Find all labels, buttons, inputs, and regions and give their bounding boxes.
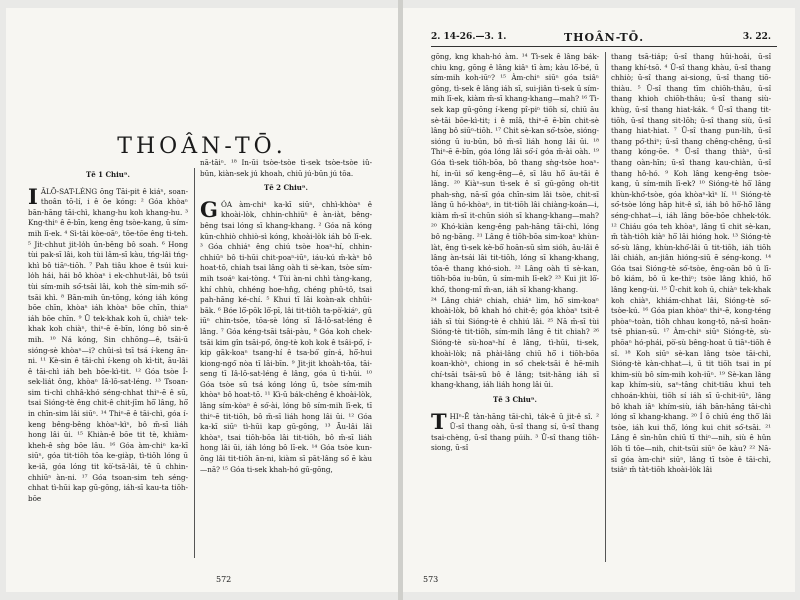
column-rule (605, 52, 606, 562)
page-number: 573 (423, 575, 439, 584)
left-column-1 (28, 166, 188, 564)
chapter-heading-1: Tē 1 Chiuⁿ. (86, 170, 130, 179)
chapter-heading-3: Tē 3 Chiuⁿ. (493, 395, 537, 404)
chapter-2-closing: ²⁴ Lâng chiáⁿ chiah, chiáⁿ lim, hō͘ sim-koaⁿ khoài-lòk, bô khah hó chit-ê; góa khòaⁿ tsit-ê iáh sī tùi Sióng-tè ê chhiú lâi. ²⁵ Nā m̄-sī tùi Sióng-tè tit-tiōh, sím-mih lâng ē tit chiah? ²⁶ Sióng-tè sù-hoaⁿ-hí ê lâng, tì-hūi, ti-sek, khoài-lòk; nā phài-lâng chiū hō͘ i tiōh-bōa koan-khòⁿ, chiong in só͘ chek-tsāi ê hē-mih chí-tsāi tsāi-sū bô ê lâng; tsit-hāng iáh sī khang-khang, iáh liáh hong lâi ūi. (431, 295, 599, 390)
chapter-3-text (431, 408, 599, 454)
column-rule (194, 168, 195, 558)
drop-cap: G (200, 196, 218, 222)
right-page (403, 8, 795, 592)
running-head (431, 30, 777, 47)
chapter-3-continued: thang tsā-tiáp; ū-sî thang hūi-hoâi, ū-sî thang khí-tsō. ⁴ Ū-sî thang khàu, ū-sî thang chhiò; ū-sî thang ai-siong, ū-sî thang tiō-thiàu. ⁵ Ū-sî thang tīm chiōh-thâu, ū-sî thang khioh chiōh-thâu; ū-sî thang siù-khùg, ū-sî thang hiat-kák. ⁶ Ū-sî thang tit-tiōh, ū-sî thang sit-lōh; ū-sî thang siù, ū-sî thang hiat-hiat. ⁷ Ū-sî thang pun-lih, ū-sî thang pó͘-thiⁿ; ū-sî thang chêng-chêng, ū-sî thang kóng-ōe. ⁸ Ū-sî thang thiàⁿ, ū-sî thang oàn-hīn; ū-sî thang kau-chiàn, ū-sî thang hô-hó. ⁹ Koh lâng keng-êng tsòe-kang, ū sím-mih lī-ek? ¹⁰ Sióng-tè hō͘ lâng khùn-khó͘-tsòe, góa khòaⁿ-kìⁿ lí. ¹¹ Sióng-tè só͘-tsòe lóng hāp hit-ê sî, iáh bô hō͘-hō͘ lâng séng-chhat—i, iáh lâng bōe-bōe chhek-tók. ¹² Chiáu góa teh khòaⁿ, lâng tī chit sè-kan, m̄ tàh-tiōh kiàⁿ hō͘ lâi hióng hok. ¹³ Sióng-tè só͘-sù lâng, khùn-khó͘-lâi ū tit-tiōh, iáh tiōh lâi chiáh, an-jiân hióng-siū ē séng-kong. ¹⁴ Góa tsai Sióng-tè só͘-tsòe, êng-oān bô ū lī-bô kiám, bô ū ke-thiⁿ; tsòe lâng khió, hō͘ lâng keng-ùi. ¹⁵ Ū-chit koh ū, chiàⁿ tek-khak koh chiàⁿ, khiám-chhat lâi, Sióng-tè só͘-tsòe-kú. ¹⁶ Góa pian khòaⁿ thiⁿ-ē, kong-téng phòaⁿ-toàn, tiōh chhau kong-tō, nā-sī hoān-tsē phian-sū. ¹⁷ Àm-chiⁿ siūⁿ Sióng-tè, sù-phōaⁿ hó-phái, pò͘-sù bêng-hoat ū tiāⁿ-tiōh ê sî. ¹⁸ Koh siūⁿ sè-kan lâng tsòe tāi-chì, Sióng-tè kàn-chhat—i, ū tit tiōh tsai in pí khim-siù bô sím-mih koh-iūⁿ. ¹⁹ Sè-kan lâng kap khím-siù, saⁿ-tâng chit-tiâu khui teh chhoán-khùi, tiōh sí iáh sī ū-chit-iūⁿ, lâng bô khah iâⁿ khím-siù, iáh bān-hāng tāi-chì lóng sī khang-khang. ²⁰ Í ō chiū éng thô͘ lâi tsòe, iáh kui thô͘, lóng kui chit só͘-tsāi. ²¹ Lâng ê sìn-hûn chiū tī thiⁿ—nih, siù ê hûn lōh tī tōe—nih, chit-tsūi siūⁿ ōe kàu? ²² Nā-sī góa àm-chiⁿ siūⁿ, lâng tī tsòe ê tāi-chì, tsiâⁿ m̄ tàt-tiōh khoài-lòk lâi (611, 52, 771, 475)
running-head-reference-end: 3. 22. (742, 32, 771, 42)
chapter-1-end-text: nā-tāiⁿ. ¹⁸ In-ūi tsòe-tsòe tì-sek tsòe-tsòe iû-būn, kiàn-sek jú khoah, chiū jú-būn jú tōa. (200, 158, 372, 178)
chapter-2-continued: gōng, kng khah-hó àm. ¹⁴ Tì-sek ê lâng bák-chiu kng, gōng ê lâng kiâⁿ tī àm; kàu lō͘-bé, ū sím-mih koh-iūⁿ? ¹⁵ Àm-chiⁿ siūⁿ góa tsiâⁿ gōng, tì-sek ê lâng iáh sī, sui-jiân tì-sek ū sím-mih lī-ek, kiàm m̄-sī khang-khang—mah? ¹⁶ Tì-sek kap gū-gōng í-keng pî-piⁿ tiōh sí, chiū āu sè-tāi bōe-kì-tit; i ê mîâ, thiⁿ-ē ē-bīn chit-sè lâng bô siūⁿ-tiōh. ¹⁷ Chit sè-kan só͘-tsòe, sióng-sióng ū iu-būn, bô m̄-sī liáh hong lâi ūi. ¹⁸ Thiⁿ-ē ē-bīn, góa lóng lâi só͘-í góa m̄-ài oàh. ¹⁹ Góa tì-sek tiōh-bōa, bô thang sǹg-tsòe hoaⁿ-hí, in-ūi só͘ keng-êng—ê, sī lâu hō͘ āu-tāi ê lâng. ²⁰ Kiàⁿ-sun tì-sek ê sī gū-gōng oh-tit phah-sǹg, nā-sī góa chīn-sim lâi tsòe, chit-sī lâng ū hó-khòaⁿ, in tit-tiōh lâi chiàng-koán—i, kiàm m̄-sī it-chūn sióh sī khang-khang—mah? ²⁰ Khó-kiàn keng-êng pah-hāng tāi-chì, lóng bô ng-bāng. ²¹ Lâng ê tiōh-bōa sim-koaⁿ khùn-làt, êng tì-sek kè-bō͘ hoān-sū sìm sióh, āu-lâi ê lâng àn-tsái lâi tit-tiōh, lóng sī khang-khang, tōa-ē thang khó-sioh. ²² Lâng oàh tī sè-kan, tiōh-bōa iu-būn, ū sím-mih lī-ek? ²³ Kui jit lō͘-khó͘, thong-mî m̄-an, iáh sī khang-khang. (431, 52, 599, 295)
right-column-2 (611, 52, 771, 566)
left-column-2 (200, 158, 372, 564)
chapter-1-body: ÂLŌ-SAT-LÉNG ōng Tāi-pit ê kiáⁿ, soan-thoân tō-lí, i ê ōe kóng: ² Góa khòaⁿ bān-hāng tāi-chì, khang-hu koh khang-hu. ³ Kng-thiⁿ ê ē-bīn, keng êng tsòe-kang, ū sím-mih lī-ek. ⁴ Sì-tāi kòe-oāⁿ, tōe-tōe êng ti-teh. ⁵ Jit-chhut jit-lo̍h ūn-bêng bô soah. ⁶ Hong tùi pak-sī lâi, koh tùi lâm-sī kàu, tńg-lâi tńg-khì bô tiāⁿ-tiōh. ⁷ Pah tiâu khoe ê tsúi kui-lo̍h hái, hái bô khòaⁿ i ek-chhut-lâi, bô tsúi tùi sím-mih só͘-tsāi lâi, koh thè sím-mih só͘-tsāi khì. ⁸ Bān-mih ūn-tōng, kóng iáh kóng bōe chīn, khòaⁿ iáh khòaⁿ bōe chīn, thiaⁿ iáh bōe chīn. ⁹ Ū tek-khak koh ū, chiàⁿ tek-khak koh chiàⁿ, thiⁿ-ē ē-bīn, lóng bô sin-ê mih. ¹⁰ Ná kóng, Sin chhōng—ê, tsāi-ū sióng-sè khòaⁿ—i? chūi-sì tsī tsá í-keng ān-ni. ¹¹ Kè-sin ê tāi-chì í-keng oh kì-tit, āu-lâi ê tāi-chì iáh beh bōe-kì-tit. ¹² Góa tsòe Í-sek-liát ông, khòaⁿ Iâ-lō-sat-léng. ¹³ Tsoan-sim ti-chì chhâ-khó séng-chhat thiⁿ-ē ê sū, tsai Sióng-tè êng chit-ê chit-jīm hō͘ lâng, hō͘ in chīn-sim lâi siūⁿ. ¹⁴ Thiⁿ-ē ê tāi-chì, góa í-keng bêng-bêng khòaⁿ-kìⁿ, bô m̄-sī liáh hong lâi ūi. ¹⁵ Khiàn-ê bōe tit tè, khiàm-kheh-ê sǹg bōe lâu. ¹⁶ Góa àm-chiⁿ ka-kī siūⁿ, góa tit-tiōh tōa ke-giàp, tì-tiōh lóng ū ke-iā, góa lóng tit kò͘-tsā-lâi, tē ū chhin-chhiūⁿ àn-ni. ¹⁷ Góa tsoan-sim teh séng-chhat tì-hūi kap gū-gōng, iáh-sī kau-ta tiōh-bōe (28, 186, 188, 503)
drop-cap: I (28, 183, 38, 209)
left-page (6, 8, 398, 592)
running-head-title: THOÂN-TŌ. (563, 31, 645, 44)
chapter-3-body: HIⁿ-Ē tàn-hāng tāi-chì, ták-ê ū jit-ê sî. ² Ū-sî thang oàh, ū-sî thang sí, ū-sî thang tsai-chèng, ū-sî thang púih. ³ Ū-sî thang tiōh-siong, ū-sî (431, 411, 599, 453)
page-number: 572 (216, 575, 232, 584)
book-title: THOÂN-TŌ. (117, 134, 287, 159)
drop-cap: T (431, 408, 447, 434)
chapter-2-text (200, 196, 372, 475)
chapter-1-text (28, 183, 188, 505)
chapter-heading-2: Tē 2 Chiuⁿ. (264, 183, 308, 193)
right-column-1 (431, 52, 599, 566)
running-head-reference: 2. 14-26.—3. 1. (431, 32, 507, 42)
chapter-2-body: ÓA àm-chiⁿ ka-kī siūⁿ, chhì-khòaⁿ ê khoài-lòk, chhin-chhiūⁿ ê àn-iàt, bêng-bêng tsai lóng sī khang-khang. ² Góa nā kóng kūn-chhiò chhiò-sì kóng, khoài-lòk iáh bô lī-ek. ³ Góa chhiáⁿ êng chiú tsòe hoaⁿ-hí, chhin-chhiūⁿ bô ti-hūi chit-poaⁿ-iūⁿ, iáu-kú m̄-kàⁿ bô hoat-tō, chiah tsai lâng oàh ti sè-kan, tsòe sím-mih tsoáⁿ kai-tòng. ⁴ Tùi àn-ni chhì tàng-kang, khí chhù, chhéng hoe-hn̂g, chéng phû-tô, tsai pah-hāng ké-chí. ⁵ Khui tī lāi koàn-ak chhûi-bāk. ⁶ Bóe lō͘-pōk lō͘-pī, lâi tit-tiōh ta-pò͘-kiáⁿ, gū iūⁿ chin-tsōe, tōa-sè lóng sī Iâ-lō-sat-léng ê lâng. ⁷ Góa kéng-tsāi tsâi-pàu, ⁸ Góa koh chek-tsāi kim gîn tsāi-pó͘, ông-tè koh kok ê tsâi-pó͘, í-kip gāk-koaⁿ tsang-hí ê tsa-bó͘ gín-á, hō͘-hui kiong-ngó͘ nòa tī lāi-bīn. ⁹ Jit-jit khoàh-tōa, tāi-seng tī Iâ-lō-sat-léng ê lâng, góa ū tì-hūi. ¹⁰ Góa tsòe sū tsá kóng lóng ū, tsòe sím-mih khòaⁿ bô hoat-tō. ¹¹ Kì-ū bák-chêng ê khoài-lòk, lâng sím-kòaⁿ ê só͘-ài, lóng bô sím-mih lī-ek, tī thiⁿ-ē tit-tiōh, bô m̄-sī liáh hong lâi ūi. ¹² Góa ka-kī siūⁿ tì-hūi kap gū-gōng, ¹³ Āu-lâi lâi khòaⁿ, tsai tiōh-bōa lâi tit-tiōh, bô m̄-sī liáh hong lâi ūi, iáh lóng bô lī-ek. ¹⁴ Góa tsòe kun-ōng lâi tit-tiōh ān-ni, kiàm sī pāt-lâng só͘ ē kàu—nā? ¹⁵ Góa ti-sek khah-hó gū-gōng, (200, 199, 372, 474)
